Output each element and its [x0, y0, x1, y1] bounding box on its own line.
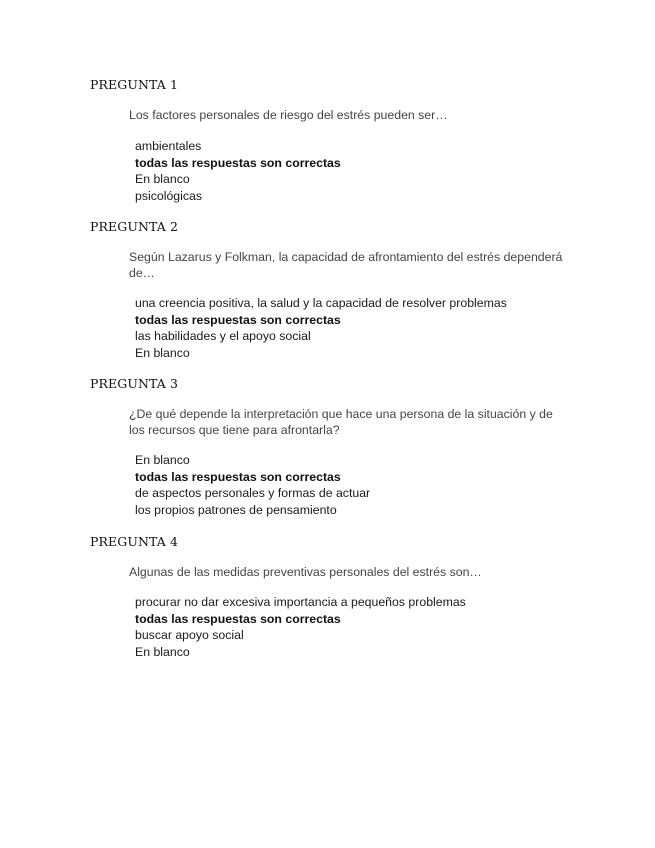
- question-prompt: Según Lazarus y Folkman, la capacidad de afrontamiento del estrés dependerá de…: [129, 250, 563, 280]
- answer-option: En blanco: [135, 345, 190, 360]
- answer-option: En blanco: [135, 644, 190, 659]
- answer-option: una creencia positiva, la salud y la capacidad de resolver problemas: [135, 296, 507, 310]
- answer-option: ambientales: [135, 139, 202, 153]
- answer-option-correct: todas las respuestas son correctas: [135, 312, 341, 327]
- question-heading: PREGUNTA 2: [90, 219, 179, 234]
- answer-option: de aspectos personales y formas de actuar: [135, 486, 371, 500]
- answer-option: En blanco: [135, 172, 190, 186]
- question-heading: PREGUNTA 3: [90, 376, 179, 391]
- question-prompt: Algunas de las medidas preventivas personales del estrés son…: [129, 565, 482, 579]
- question-heading: PREGUNTA 4: [90, 534, 179, 549]
- answer-option: En blanco: [135, 453, 190, 467]
- answer-option: psicológicas: [135, 188, 202, 203]
- answer-option-correct: todas las respuestas son correctas: [135, 155, 341, 170]
- answer-option: las habilidades y el apoyo social: [135, 329, 311, 343]
- answer-options: [135, 295, 507, 361]
- answer-option-correct: todas las respuestas son correctas: [135, 469, 341, 484]
- question-prompt: ¿De qué depende la interpretación que hace una persona de la situación y de los recursos que tiene para afrontarla?: [129, 407, 553, 437]
- answer-options: [135, 452, 370, 518]
- answer-option: buscar apoyo social: [135, 628, 244, 642]
- question-heading: PREGUNTA 1: [90, 77, 179, 92]
- answer-option: procurar no dar excesiva importancia a pequeños problemas: [135, 595, 466, 609]
- answer-options: [135, 138, 341, 204]
- answer-option-correct: todas las respuestas son correctas: [135, 611, 341, 626]
- question-prompt: Los factores personales de riesgo del estrés pueden ser…: [129, 108, 448, 122]
- answer-option: los propios patrones de pensamiento: [135, 502, 337, 517]
- answer-options: [135, 594, 466, 660]
